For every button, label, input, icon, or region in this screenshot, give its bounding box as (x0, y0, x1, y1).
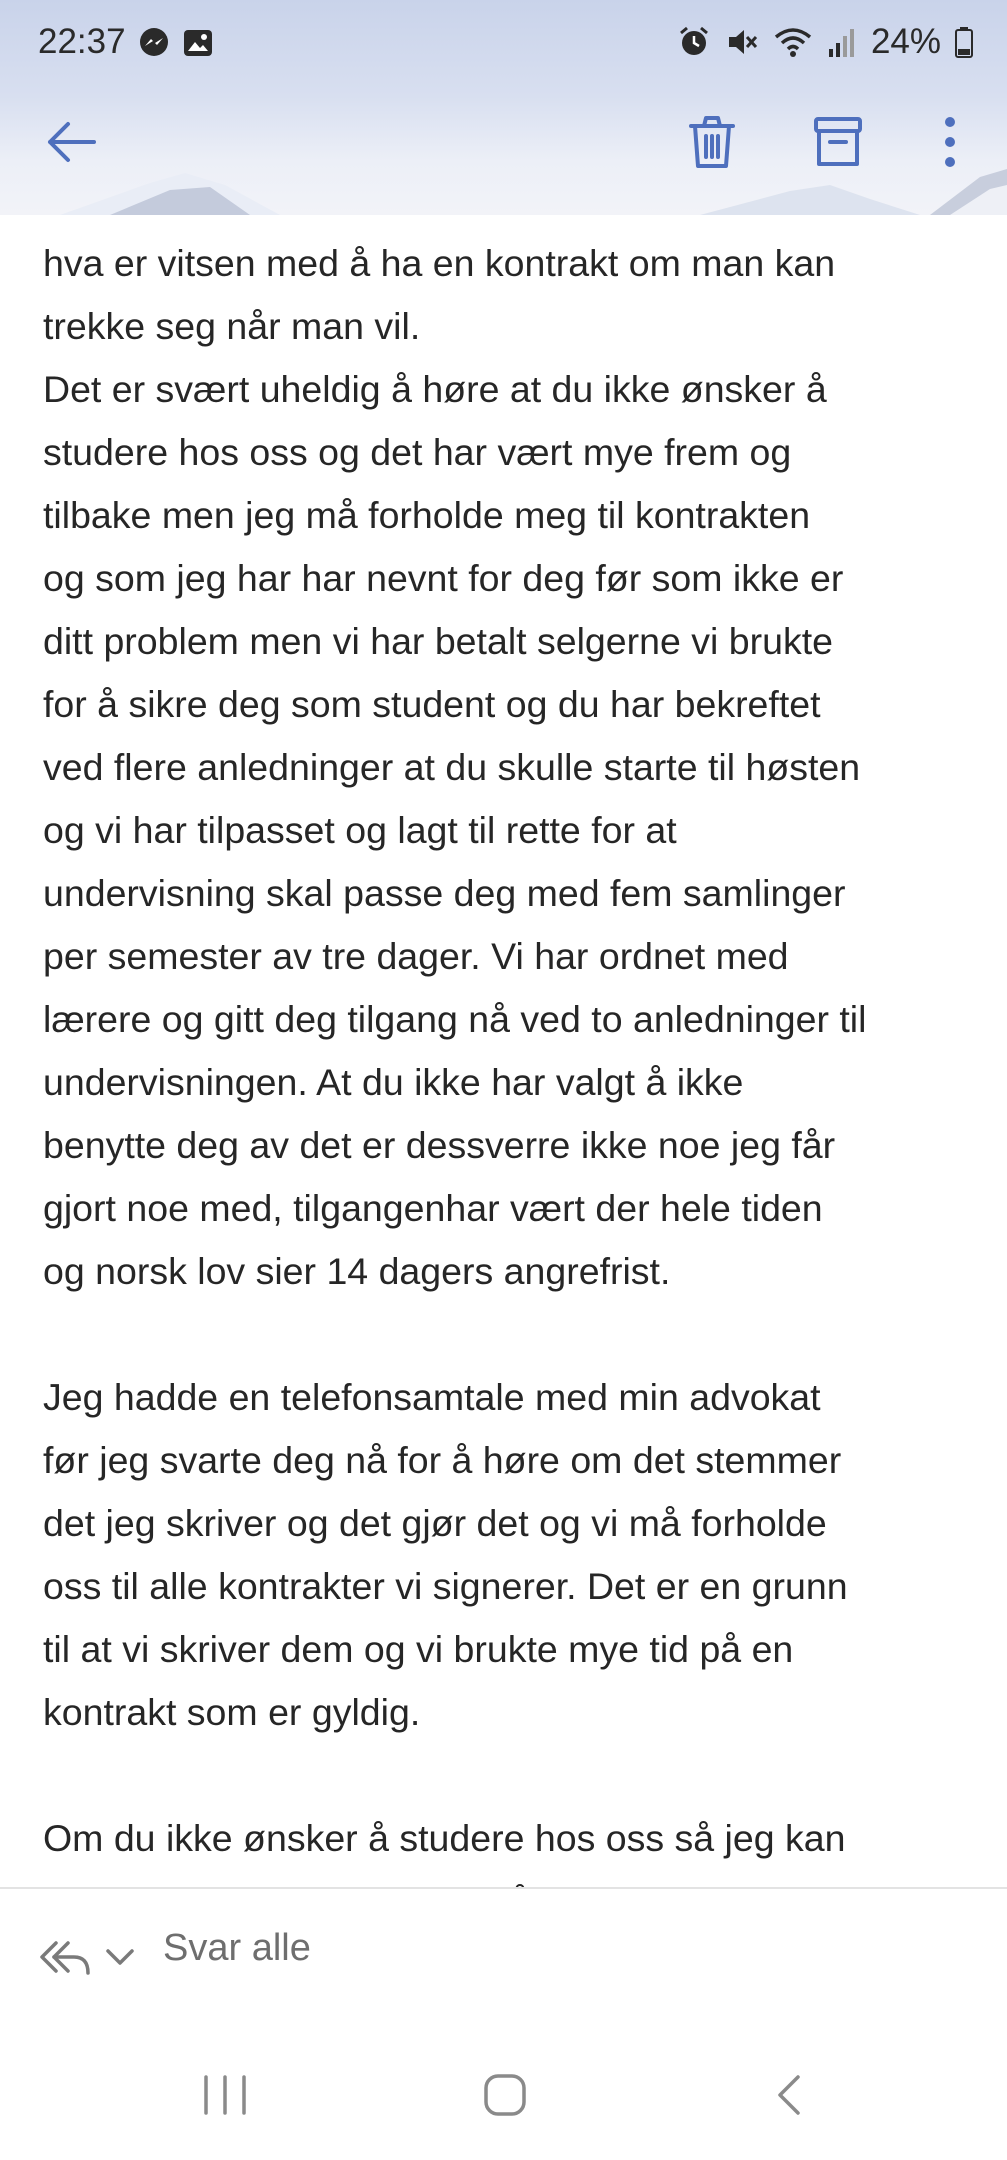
paragraph-spacer (43, 1744, 983, 1807)
status-time: 22:37 (38, 22, 126, 61)
trash-icon[interactable] (682, 112, 742, 172)
alarm-icon (677, 25, 711, 59)
status-bar (0, 0, 1007, 88)
messenger-icon (138, 27, 170, 59)
email-text-line: det jeg skriver og det gjør det og vi må forholde (43, 1502, 827, 1544)
home-icon[interactable] (482, 2072, 528, 2118)
chevron-down-icon[interactable] (104, 1945, 136, 1969)
wifi-icon (773, 25, 813, 59)
email-text-line: undervisning skal passe deg med fem samlinger (43, 872, 846, 914)
battery-icon (955, 25, 973, 59)
email-body-viewport[interactable] (0, 215, 1007, 1888)
paragraph-1 (43, 232, 983, 1303)
email-text-line: og norsk lov sier 14 dagers angrefrist. (43, 1250, 671, 1292)
email-text-line: ditt problem men vi har betalt selgerne vi brukte (43, 620, 833, 662)
email-text-line: ved flere anledninger at du skulle starte til høsten (43, 746, 861, 788)
email-body-text (43, 169, 983, 1933)
email-text-line: Om du ikke ønsker å studere hos oss så jeg kan (43, 1817, 846, 1859)
signal-icon (827, 25, 857, 59)
email-text-line: Jeg hadde en telefonsamtale med min advokat (43, 1376, 821, 1418)
email-text-line: kontrakt som er gyldig. (43, 1691, 421, 1733)
email-text-line: før jeg svarte deg nå for å høre om det stemmer (43, 1439, 842, 1481)
email-text-line: til at vi skriver dem og vi brukte mye tid på en (43, 1628, 794, 1670)
archive-icon[interactable] (808, 112, 868, 172)
back-arrow-icon[interactable] (42, 112, 102, 172)
email-text-line: Det er svært uheldig å høre at du ikke ønsker å (43, 368, 827, 410)
mute-icon (725, 25, 759, 59)
reply-all-icon[interactable] (38, 1937, 92, 1977)
email-text-line: tilbake men jeg må forholde meg til kontrakten (43, 494, 811, 536)
email-text-line: undervisningen. At du ikke har valgt å ikke (43, 1061, 744, 1103)
email-text-line: lærere og gitt deg tilgang nå ved to anledninger til (43, 998, 867, 1040)
paragraph-2 (43, 1366, 983, 1744)
battery-percentage: 24% (870, 22, 941, 61)
recents-icon[interactable] (200, 2073, 250, 2117)
email-text-line: for å sikre deg som student og du har bekreftet (43, 683, 821, 725)
email-text-line: og vi har tilpasset og lagt til rette for at (43, 809, 677, 851)
email-text-line: gjort noe med, tilgangenhar vært der hele tiden (43, 1187, 823, 1229)
app-header (0, 0, 1007, 215)
reply-all-button[interactable]: Svar alle (163, 1927, 311, 1969)
email-text-line: per semester av tre dager. Vi har ordnet med (43, 935, 789, 977)
more-vertical-icon[interactable] (920, 112, 980, 172)
email-text-line: oss til alle kontrakter vi signerer. Det er en grunn (43, 1565, 848, 1607)
email-text-line: og som jeg har har nevnt for deg før som ikke er (43, 557, 844, 599)
paragraph-spacer (43, 1303, 983, 1366)
reply-bar (0, 1889, 1007, 2039)
email-text-line: benytte deg av det er dessverre ikke noe jeg får (43, 1124, 836, 1166)
nav-back-icon[interactable] (770, 2073, 810, 2117)
image-icon (182, 27, 214, 59)
system-navigation-bar (0, 2040, 1007, 2160)
email-text-line: studere hos oss og det har vært mye frem og (43, 431, 792, 473)
email-text-line: trekke seg når man vil. (43, 305, 421, 347)
email-text-line: hva er vitsen med å ha en kontrakt om man kan (43, 242, 836, 284)
